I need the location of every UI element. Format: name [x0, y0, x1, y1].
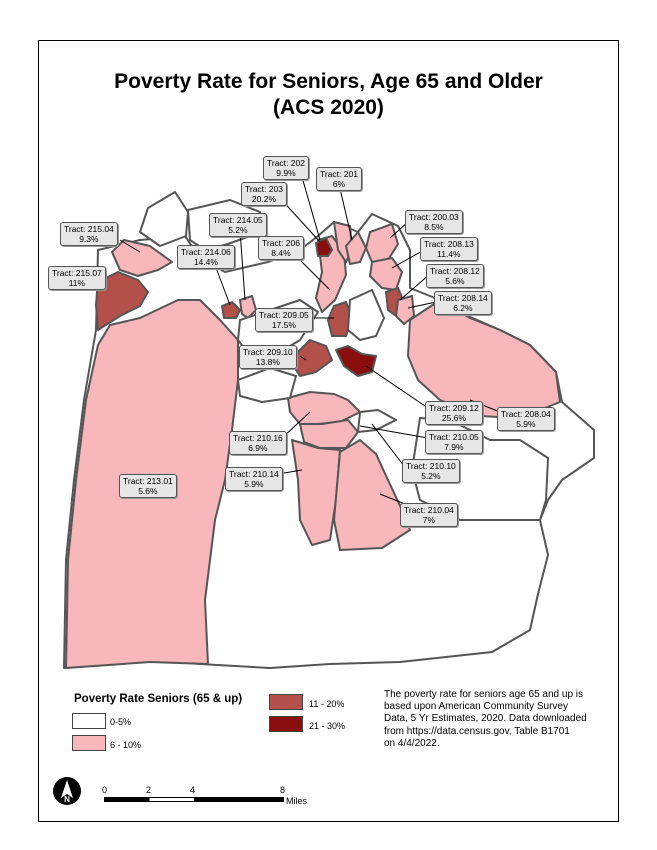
legend-swatch-21-30 [269, 716, 303, 732]
tract-label: Tract: 210.10 5.2% [402, 459, 460, 483]
tract-label: Tract: 213.01 5.6% [119, 474, 177, 498]
tract-label: Tract: 202 9.9% [263, 156, 309, 180]
tract-label: Tract: 210.05 7.9% [425, 430, 483, 454]
scale-tick-label: 8 [280, 785, 286, 795]
tract-label: Tract: 210.04 7% [400, 503, 458, 527]
tract-label: Tract: 210.14 5.9% [225, 467, 283, 491]
legend-label: 6 - 10% [110, 740, 142, 750]
tract-label: Tract: 210.16 6.9% [229, 431, 287, 455]
scale-tick-label: 4 [190, 785, 196, 795]
scale-unit: Miles [286, 796, 308, 806]
scale-tick-label: 0 [102, 785, 108, 795]
tract-label: Tract: 208.04 5.9% [497, 407, 555, 431]
map-title: Poverty Rate for Seniors, Age 65 and Older [114, 70, 543, 93]
tract-label: Tract: 209.05 17.5% [255, 308, 313, 332]
svg-text:N: N [64, 795, 70, 804]
tract-label: Tract: 208.12 5.6% [426, 264, 484, 288]
legend-swatch-0-5 [72, 713, 106, 729]
tract-label: Tract: 201 6% [316, 167, 362, 191]
legend-label: 11 - 20% [309, 699, 345, 709]
map-subtitle: (ACS 2020) [273, 96, 384, 119]
tract-label: Tract: 215.04 9.3% [60, 222, 118, 246]
legend-label: 0-5% [110, 717, 132, 727]
scale-tick-label: 2 [146, 785, 152, 795]
tract-label: Tract: 206 8.4% [258, 236, 304, 260]
north-arrow-icon [52, 776, 82, 806]
tract-label: Tract: 209.12 25.6% [425, 401, 483, 425]
tract-label: Tract: 214.05 5.2% [209, 213, 267, 237]
tract-label: Tract: 208.14 6.2% [434, 291, 492, 315]
tract-label: Tract: 200.03 8.5% [405, 210, 463, 234]
legend-label: 21 - 30% [309, 721, 346, 731]
scale-bar-graphic [104, 797, 284, 802]
census-tract-polygon [300, 420, 358, 448]
tract-label: Tract: 215.07 11% [48, 266, 106, 290]
tract-label: Tract: 203 20.2% [241, 182, 287, 206]
census-tract-polygon [140, 192, 188, 246]
tract-label: Tract: 209.10 13.8% [239, 345, 297, 369]
tract-label: Tract: 214.06 14.4% [177, 245, 235, 269]
legend-swatch-11-20 [269, 694, 303, 710]
tract-label: Tract: 208.13 11.4% [420, 237, 478, 261]
data-source-note: The poverty rate for seniors age 65 and up is based upon American Community Survey Data, 5 Yr Estimates, 2020. Data downloaded from https://data.census.gov, Table B1701 on 4/4/2022. [384, 689, 587, 749]
legend-swatch-6-10 [72, 735, 106, 751]
legend-title: Poverty Rate Seniors (65 & up) [74, 693, 243, 705]
